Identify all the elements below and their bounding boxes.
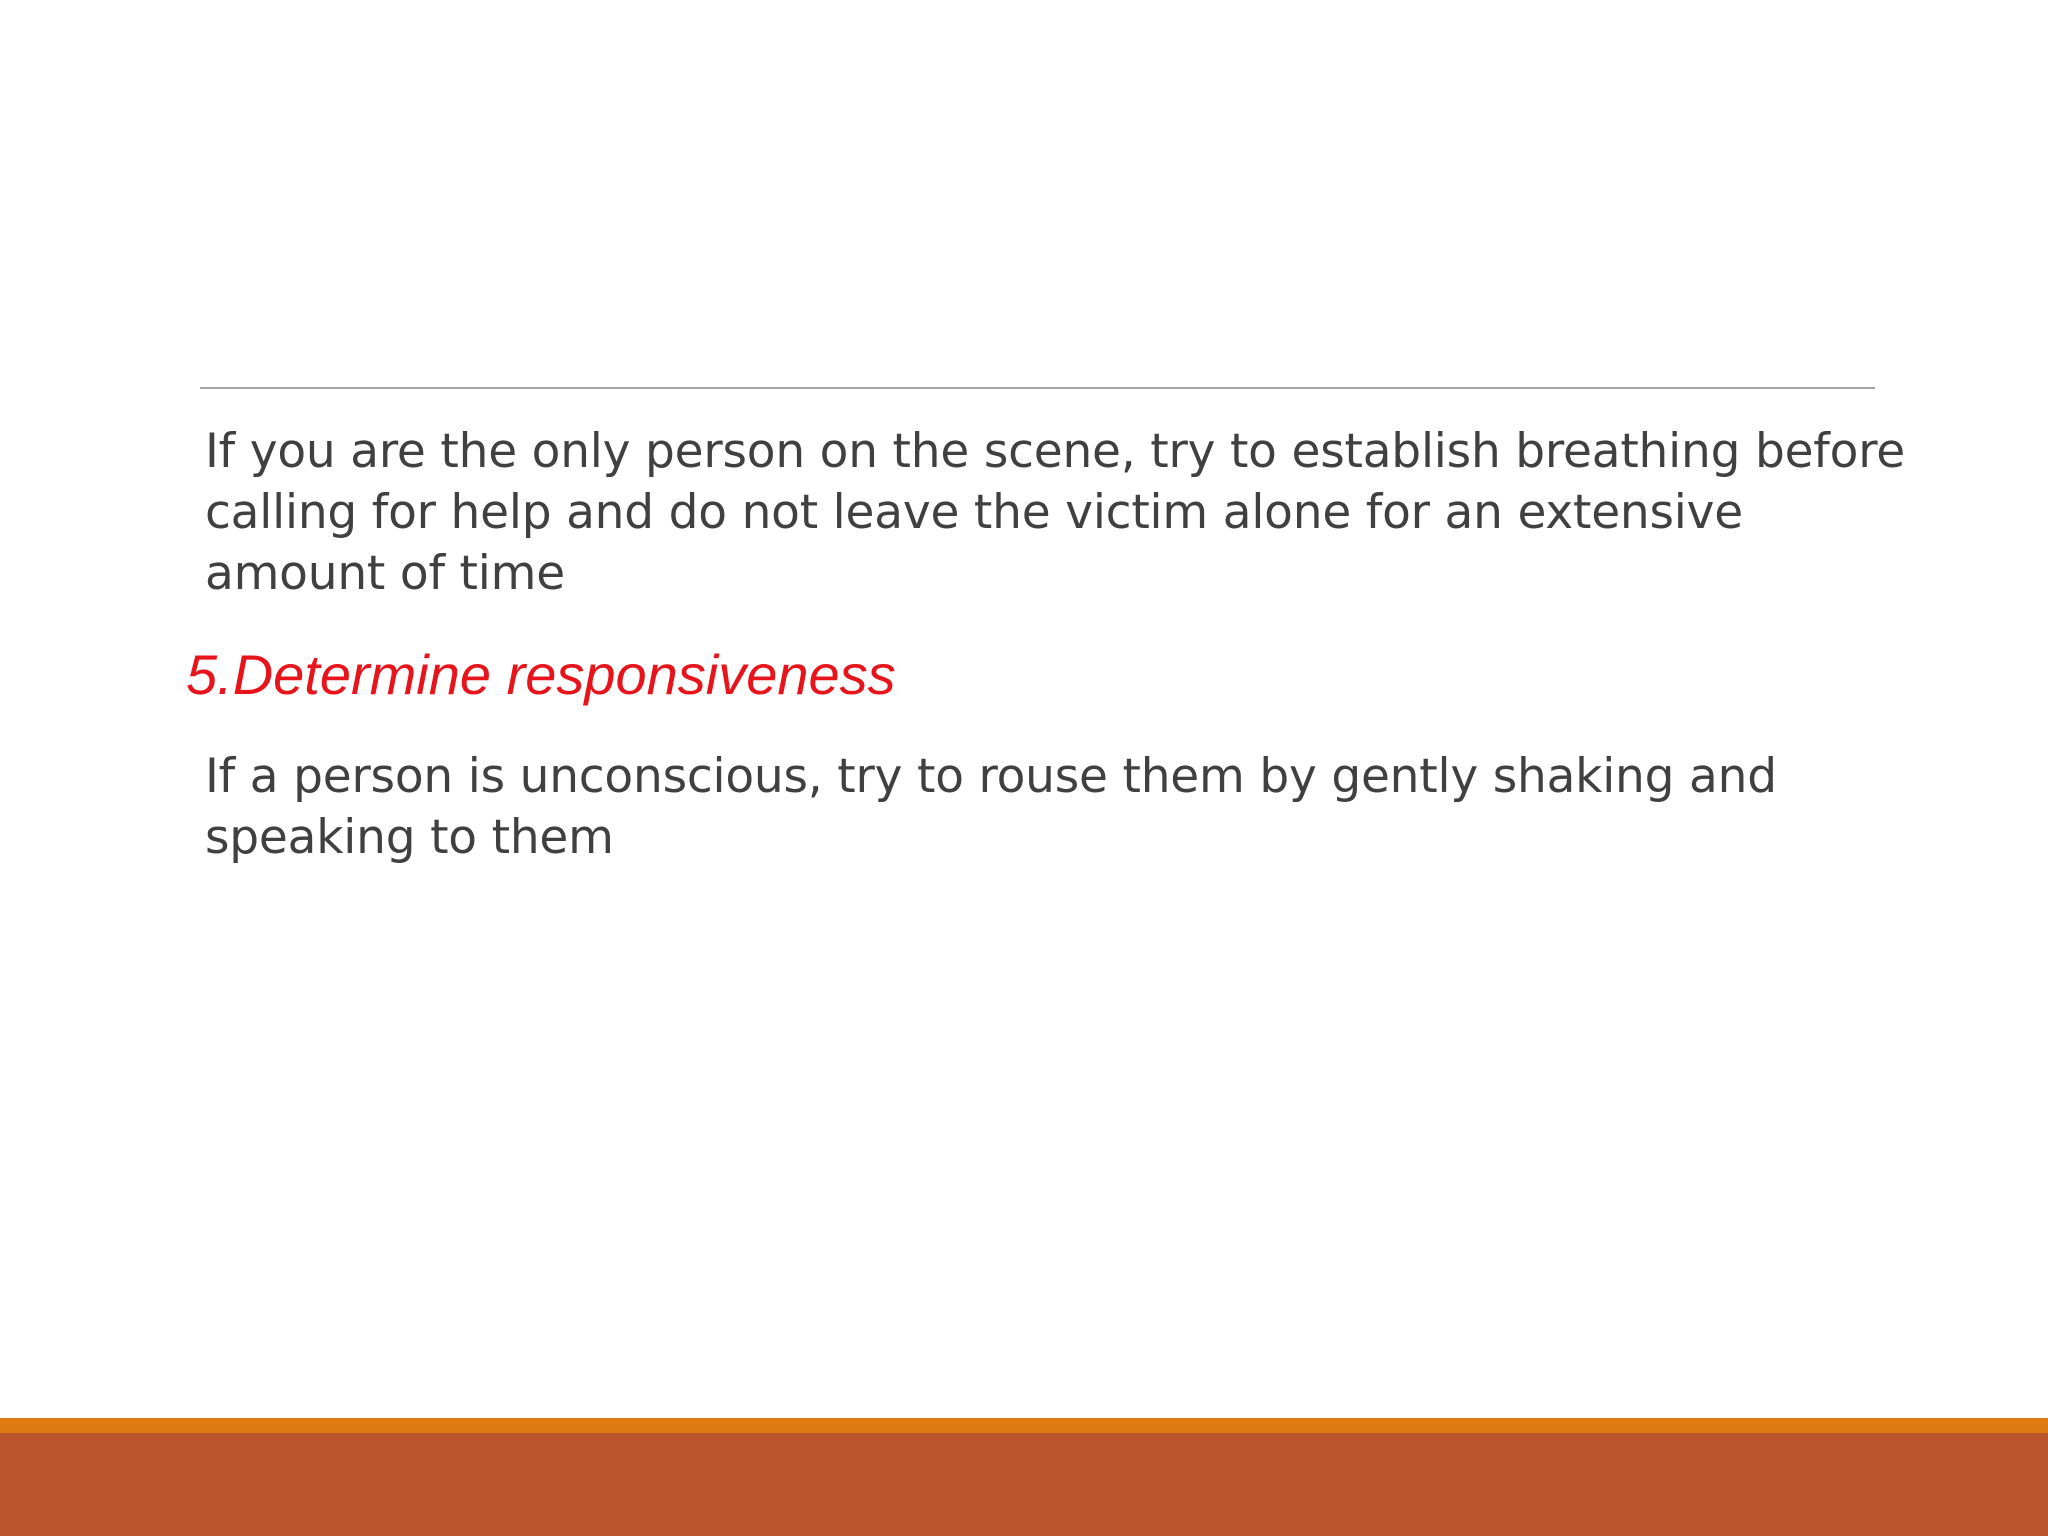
footer-accent-stripe	[0, 1418, 2048, 1433]
paragraph-unconscious: If a person is unconscious, try to rouse them by gently shaking and speaking to them	[205, 749, 1777, 865]
title-divider	[200, 387, 1875, 389]
footer-band	[0, 1433, 2048, 1536]
paragraph-breathing: If you are the only person on the scene, try to establish breathing before calling for help and do not leave the victim alone for an extensive amount of time	[205, 424, 1906, 601]
heading-determine-responsiveness: 5.Determine responsiveness	[186, 643, 896, 706]
